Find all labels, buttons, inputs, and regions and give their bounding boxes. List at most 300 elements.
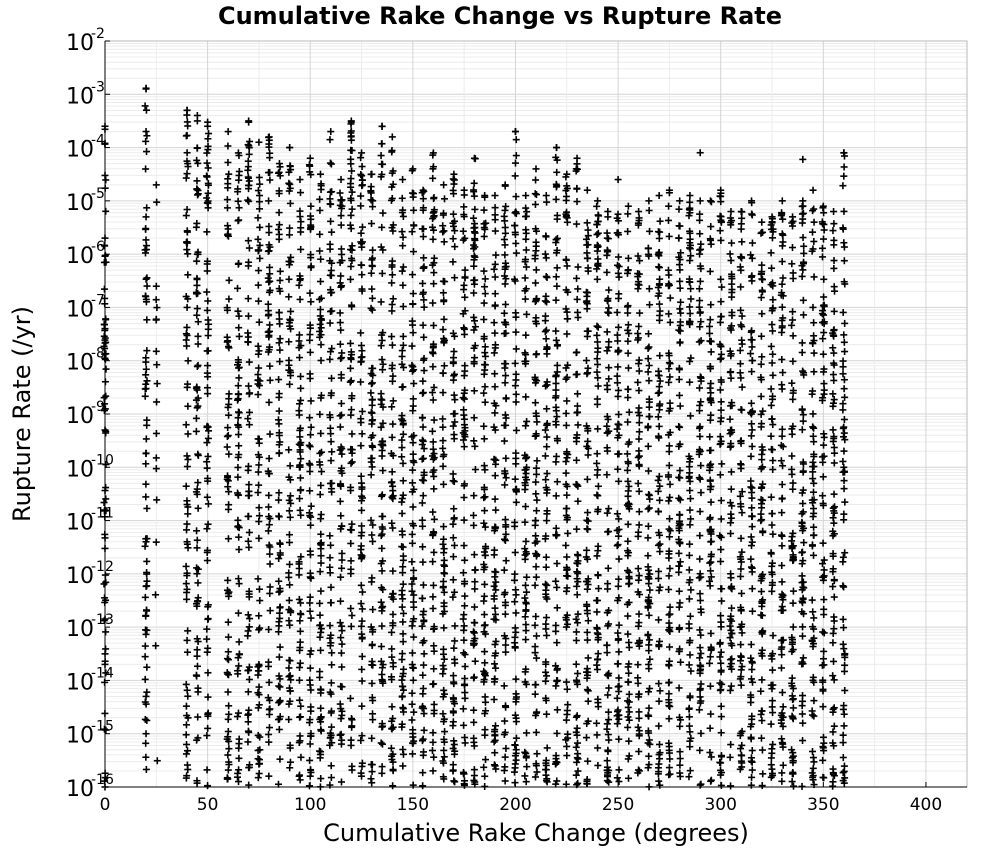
data-point [399,618,406,625]
data-point [194,544,201,551]
data-point [532,773,539,780]
data-point [799,599,806,606]
data-point [204,645,211,652]
data-point [204,297,211,304]
y-tick-exponent: -7 [91,292,105,309]
data-point [727,656,734,663]
data-point [378,224,385,231]
data-point [266,455,273,462]
data-point [635,619,642,626]
data-point [471,604,478,611]
data-point [646,612,653,619]
data-point [327,160,334,167]
data-point [615,648,622,655]
data-point [317,754,324,761]
data-point [533,574,540,581]
data-point [348,430,355,437]
data-point [296,331,303,338]
data-point [461,187,468,194]
data-point [748,513,755,520]
data-point [666,233,673,240]
data-point [317,634,324,641]
data-point [522,582,529,589]
data-point [389,611,396,618]
data-point [543,192,550,199]
data-point [481,783,488,790]
data-point [707,412,714,419]
data-point [184,430,191,437]
data-point [799,339,806,346]
data-point [451,435,458,442]
data-point [748,641,755,648]
data-point [636,282,643,289]
data-point [183,521,190,528]
data-point [470,512,477,519]
data-point [696,706,703,713]
data-point [410,403,417,410]
data-point [646,504,653,511]
data-point [707,380,714,387]
data-point [184,238,191,245]
data-point [287,492,294,499]
data-point [224,776,231,783]
data-point [799,783,806,790]
data-point [429,747,436,754]
data-point [399,563,406,570]
data-point [655,390,662,397]
data-point [686,651,693,658]
data-point [553,196,560,203]
data-point [491,409,498,416]
data-point [369,410,376,417]
data-point [388,307,395,314]
data-point [297,660,304,667]
data-point [665,661,672,668]
data-point [789,431,796,438]
data-point [738,509,745,516]
data-point [717,433,724,440]
data-point [450,534,457,541]
data-point [235,755,242,762]
data-point [677,285,684,292]
data-point [831,308,838,315]
data-point [840,516,847,523]
data-point [390,766,397,773]
data-point [369,538,376,545]
data-point [749,240,756,247]
data-point [441,238,448,245]
data-point [595,324,602,331]
data-point [645,688,652,695]
data-point [831,459,838,466]
data-point [687,495,694,502]
data-point [594,396,601,403]
data-point [799,692,806,699]
data-point [718,460,725,467]
data-point [256,224,263,231]
data-point [707,711,714,718]
data-point [696,402,703,409]
data-point [450,521,457,528]
data-point [204,267,211,274]
data-point [553,297,560,304]
data-point [338,400,345,407]
data-point [450,505,457,512]
data-point [389,271,396,278]
data-point [543,443,550,450]
data-point [153,199,160,206]
data-point [840,769,847,776]
data-point [595,243,602,250]
data-point [779,689,786,696]
data-point [533,350,540,357]
data-point [318,449,325,456]
data-point [380,361,387,368]
data-point [143,316,150,323]
data-point [276,390,283,397]
data-point [450,235,457,242]
data-point [439,670,446,677]
data-point [450,709,457,716]
data-point [398,656,405,663]
data-point [338,641,345,648]
data-point [819,335,826,342]
data-point [778,562,785,569]
data-point [379,453,386,460]
data-point [675,563,682,570]
data-point [624,613,631,620]
data-point [369,262,376,269]
data-point [296,411,303,418]
data-point [276,160,283,167]
data-point [410,592,417,599]
data-point [142,393,149,400]
data-point [461,396,468,403]
data-point [758,393,765,400]
data-point [542,669,549,676]
data-point [552,387,559,394]
data-point [400,234,407,241]
data-point [369,606,376,613]
data-point [265,773,272,780]
data-point [543,434,550,441]
data-point [430,438,437,445]
data-point [800,579,807,586]
data-point [841,662,848,669]
data-point [707,514,714,521]
data-point [614,379,621,386]
data-point [543,199,550,206]
data-point [758,588,765,595]
data-point [276,726,283,733]
data-point [738,549,745,556]
data-point [472,658,479,665]
data-point [337,341,344,348]
data-point [523,574,530,581]
data-point [790,600,797,607]
data-point [460,722,467,729]
data-point [430,582,437,589]
y-tick-label: 10 [66,563,94,589]
data-point [481,283,488,290]
data-point [256,242,263,249]
data-point [225,648,232,655]
data-point [511,598,518,605]
data-point [840,173,847,180]
data-point [205,190,212,197]
data-point [143,582,150,589]
data-point [347,156,354,163]
data-point [748,432,755,439]
data-point [799,710,806,717]
data-point [830,350,837,357]
data-point [378,298,385,305]
data-point [440,624,447,631]
data-point [614,393,621,400]
y-tick-exponent: -12 [91,558,114,575]
data-point [143,132,150,139]
data-point [656,423,663,430]
data-point [400,431,407,438]
data-point [491,660,498,667]
data-point [348,377,355,384]
data-point [296,176,303,183]
data-point [379,763,386,770]
data-point [482,275,489,282]
data-point [522,627,529,634]
data-point [636,419,643,426]
data-point [718,497,725,504]
data-point [379,603,386,610]
data-point [717,639,724,646]
data-point [349,458,356,465]
data-point [645,245,652,252]
data-point [738,406,745,413]
data-point [563,422,570,429]
data-point [839,182,846,189]
data-point [605,364,612,371]
data-point [666,373,673,380]
data-point [593,624,600,631]
data-point [337,190,344,197]
data-point [316,748,323,755]
data-point [604,757,611,764]
data-point [347,540,354,547]
data-point [677,496,684,503]
data-point [245,544,252,551]
data-point [769,351,776,358]
data-point [707,653,714,660]
data-point [378,643,385,650]
data-point [408,581,415,588]
y-tick-exponent: -5 [91,185,105,202]
data-point [573,481,580,488]
data-point [697,278,704,285]
data-point [440,569,447,576]
data-point [604,347,611,354]
data-point [451,243,458,250]
data-point [481,659,488,666]
data-point [811,219,818,226]
data-point [563,679,570,686]
data-point [820,380,827,387]
data-point [408,558,415,565]
y-tick-label: 10 [66,31,94,56]
data-point [625,350,632,357]
data-point [244,197,251,204]
data-point [348,225,355,232]
data-point [142,613,149,620]
data-point [255,298,262,305]
data-point [655,723,662,730]
data-point [749,443,756,450]
data-point [573,583,580,590]
data-point [245,463,252,470]
data-point [666,526,673,533]
data-point [584,476,591,483]
data-point [142,226,149,233]
data-point [512,160,519,167]
data-point [778,457,785,464]
data-point [316,600,323,607]
data-point [471,585,478,592]
y-tick-exponent: -9 [91,399,105,415]
y-tick-label: 10 [66,777,94,802]
data-point [430,384,437,391]
data-point [532,279,539,286]
data-point [605,565,612,572]
data-point [286,225,293,232]
data-point [717,660,724,667]
data-point [183,343,190,350]
data-point [152,591,159,598]
data-point [224,334,231,341]
data-point [800,297,807,304]
data-point [696,217,703,224]
data-point [830,220,837,227]
data-point [718,729,725,736]
data-point [718,597,725,604]
data-point [441,753,448,760]
data-point [615,583,622,590]
data-point [235,546,242,553]
data-point [626,409,633,416]
data-point [244,167,251,174]
data-point [748,495,755,502]
data-point [727,623,734,630]
data-point [635,529,642,536]
data-point [235,217,242,224]
data-point [450,679,457,686]
data-point [830,426,837,433]
data-point [410,439,417,446]
data-point [183,132,190,139]
data-point [645,705,652,712]
data-point [256,597,263,604]
data-point [563,330,570,337]
data-point [696,247,703,254]
data-point [450,553,457,560]
data-point [297,486,304,493]
data-point [645,505,652,512]
data-point [624,538,631,545]
data-point [491,370,498,377]
data-point [184,456,191,463]
data-point [245,688,252,695]
data-point [687,693,694,700]
data-point [348,557,355,564]
data-point [595,650,602,657]
data-point [153,539,160,546]
data-point [224,483,231,490]
data-point [747,484,754,491]
data-point [143,766,150,773]
data-point [246,676,253,683]
data-point [799,156,806,163]
data-point [245,174,252,181]
data-point [615,778,622,785]
data-point [779,230,786,237]
data-point [840,226,847,233]
data-point [480,598,487,605]
data-point [831,257,838,264]
data-point [255,612,262,619]
data-point [205,204,212,211]
data-point [317,545,324,552]
data-point [225,767,232,774]
data-point [378,342,385,349]
data-point [585,241,592,248]
data-point [768,549,775,556]
data-point [470,437,477,444]
data-point [789,308,796,315]
data-point [593,608,600,615]
data-point [759,782,766,789]
data-point [645,423,652,430]
data-point [316,247,323,254]
data-point [256,198,263,205]
data-point [727,402,734,409]
data-point [409,588,416,595]
data-point [184,510,191,517]
data-point [368,220,375,227]
data-point [809,597,816,604]
data-point [183,336,190,343]
data-point [409,690,416,697]
data-point [429,739,436,746]
data-point [450,348,457,355]
data-point [758,361,765,368]
data-point [523,778,530,785]
data-point [388,479,395,486]
data-point [307,213,314,220]
data-point [390,295,397,302]
y-tick-label: 10 [66,723,94,749]
data-point [636,428,643,435]
data-point [543,233,550,240]
data-point [686,199,693,206]
data-point [706,560,713,567]
data-point [594,349,601,356]
data-point [584,637,591,644]
data-point [439,437,446,444]
data-point [144,283,151,290]
data-point [470,326,477,333]
data-point [667,295,674,302]
data-point [102,366,109,373]
data-point [513,136,520,143]
data-point [255,518,262,525]
